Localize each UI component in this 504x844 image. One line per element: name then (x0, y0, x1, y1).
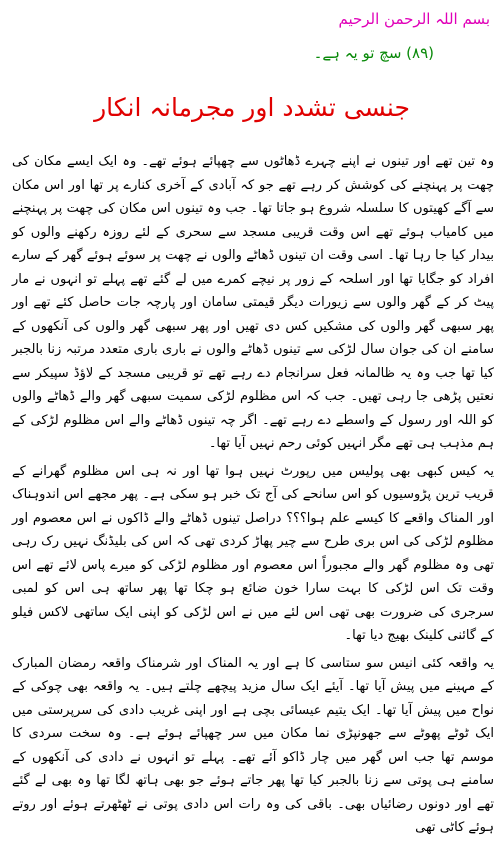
paragraph-1: وہ تین تھے اور تینوں نے اپنے چہرے ڈھاٹوں سے چھپائے ہوئے تھے۔ وہ ایک ایسے مکان کی چھت پر پہنچنے کی کوشش کر رہے تھے جو کہ آبادی کے آخری کنارے پر تھا اور اس مکان سے آگے کھیتوں کا سلسلہ شروع ہو جاتا تھا۔ جب وہ تینوں اس مکان کی چھت پر پہنچنے میں کامیاب ہوئے تھے اس وقت قریبی مسجد سے سحری کے لئے روزہ رکھنے والوں کو بیدار کیا جا رہا تھا۔ اسی وقت ان تینوں ڈھاٹے والوں نے چھت پر سوئے ہوئے گھر کے سارے افراد کو جگایا تھا اور اسلحہ کے زور پر نیچے کمرے میں لے گئے تھے پہلے تو انہوں نے مار پیٹ کر کے گھر والوں سے زیورات دیگر قیمتی سامان اور پارچہ جات حاصل کئے تھے اور پھر سبھی گھر والوں کی مشکیں کس دی تھیں اور پھر سبھی گھر والوں کی آنکھوں کے سامنے ان کی جوان سال لڑکی سے تینوں ڈھاٹے والوں نے باری باری متعدد مرتبہ زنا بالجبر کیا تھا جب وہ یہ ظالمانہ فعل سرانجام دے رہے تھے تو قریبی مسجد کے لاؤڈ سپیکر سے نعتیں پڑھی جا رہی تھیں۔ جب کہ اس مظلوم لڑکی سمیت سبھی گھر والے ڈھاٹے والوں کو اللہ اور رسول کے واسطے دے رہے تھے۔ اگر چہ تینوں ڈھاٹے والے اس مظلوم لڑکی کے ہم مذہب ہی تھے مگر انہیں کوئی رحم نہیں آیا تھا۔ (12, 154, 494, 451)
article-title: جنسی تشدد اور مجرمانہ انکار (94, 93, 410, 122)
bismillah-header: بسم اللہ الرحمن الرحیم (338, 10, 490, 28)
paragraph-3: یہ واقعہ کئی انیس سو ستاسی کا ہے اور یہ المناک اور شرمناک واقعہ رمضان المبارک کے مہینے میں پیش آیا تھا۔ آیئے ایک سال مزید پیچھے چلتے ہیں۔ یہ واقعہ بھی چوکی کے نواح میں پیش آیا تھا۔ ایک یتیم عیسائی بچی ہے اور اپنی غریب دادی کی سرپرستی میں ایک ٹوٹے پھوٹے سے جھونپڑی نما مکان میں سر چھپائے ہوئے ہے۔ وہ سخت سردی کا موسم تھا جب اس گھر میں چار ڈاکو آئے تھے۔ پہلے تو انہوں نے دادی کی آنکھوں کے سامنے ہی پوتی سے زنا بالجبر کیا تھا پھر جاتے ہوئے جو بھی ہاتھ لگا تھا وہ بھی لے گئے تھے اور دونوں رضائیاں بھی۔ باقی کی وہ رات اس دادی پوتی نے ٹھٹھرتے ہوئے اور روتے ہوئے کاٹی تھی (12, 655, 494, 835)
article-body (12, 150, 494, 844)
series-label: (۸۹) سچ تو یہ ہے۔ (313, 44, 434, 62)
paragraph-2: یہ کیس کبھی بھی پولیس میں رپورٹ نہیں ہوا تھا اور نہ ہی اس مظلوم گھرانے کے قریب ترین پڑوسیوں کو اس سانحے کی آج تک خبر ہو سکی ہے۔ پھر مجھے اس اندوہناک اور المناک واقعے کا کیسے علم ہوا؟؟؟ دراصل تینوں ڈھاٹے والے ڈاکوں نے اس معصوم اور مظلوم لڑکی کی اس بری طرح سے چیر پھاڑ کردی تھی کہ اس کی بلیڈنگ نہیں رک رہی تھی وہ مظلوم گھر والے مجبوراً اس معصوم اور مظلوم لڑکی کو میرے پاس لائے تھے اس وقت تک اس لڑکی کا بہت سارا خون ضائع ہو چکا تھا پھر ساتھ ہی اس کو لمبی سرجری کی ضرورت بھی تھی اس لئے میں نے اس لڑکی کو اپنی ایک ساتھی لاکس فیلو کے گائنی کلینک بھیج دیا تھا۔ (12, 463, 494, 643)
